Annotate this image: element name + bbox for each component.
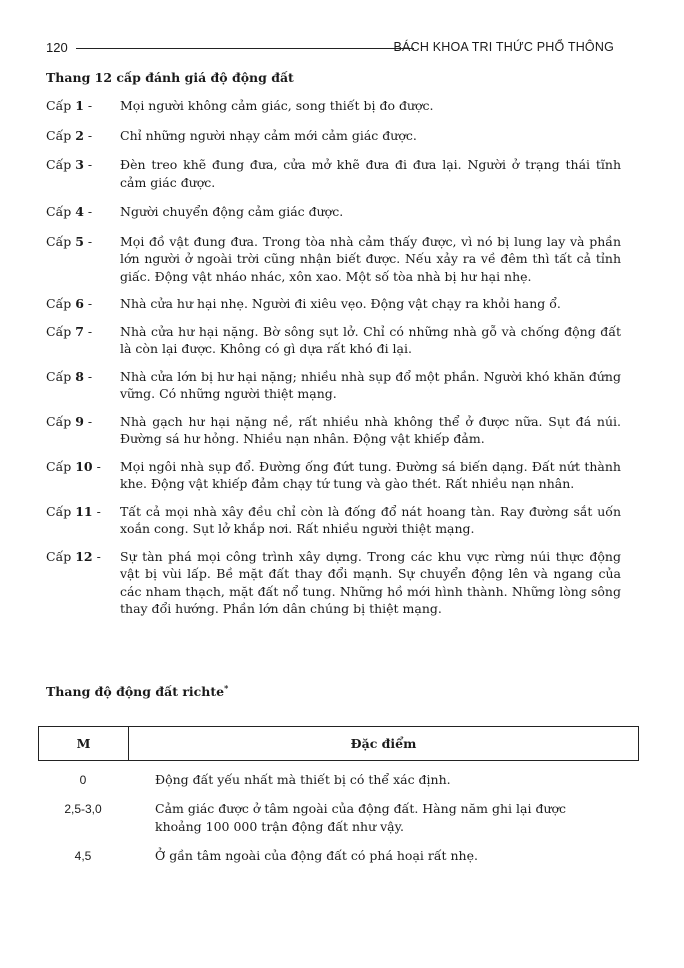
level-item [46, 458, 621, 493]
level-label: Cấp 7 - [46, 323, 93, 339]
section-title-richter-scale: Thang độ động đất richte* [46, 683, 229, 700]
characteristics-cell: Động đất yếu nhất mà thiết bị có thể xác định. [155, 772, 451, 787]
level-label: Cấp 5 - [46, 233, 93, 249]
level-item [46, 503, 621, 538]
richter-table [38, 726, 639, 865]
page-number: 120 [46, 40, 68, 55]
level-item [46, 97, 621, 115]
level-label: Cấp 8 - [46, 368, 93, 384]
footnote-mark: * [224, 683, 229, 693]
header-rule [76, 48, 414, 49]
level-description: Người chuyển động cảm giác được. [120, 204, 344, 219]
level-description: Mọi đồ vật đung đưa. Trong tòa nhà cảm thấy được, vì nó bị lung lay và phần lớn người ở ngoài trời cũng nhận biết được. Nếu xảy ra về đêm thì tất cả tỉnh giấc. Động vật nháo nhác, xôn xao. Một số tòa nhà bị hư hại nhẹ. [120, 233, 621, 284]
level-description: Mọi người không cảm giác, song thiết bị đo được. [120, 98, 434, 113]
level-description: Sự tàn phá mọi công trình xây dựng. Trong các khu vực rừng núi thực động vật bị vùi lấp. Bề mặt đất thay đổi mạnh. Sự chuyển động lên và ngang của các nham thạch, mặt đất nổ tung. Những hồ mới hình thành. Những lòng sông thay đổi hướng. Phần lớn dân chúng bị thiệt mạng. [120, 548, 621, 616]
level-label: Cấp 2 - [46, 127, 93, 143]
table-row [38, 800, 639, 836]
magnitude-cell: 2,5-3,0 [64, 802, 102, 816]
characteristics-cell: Ở gần tâm ngoài của động đất có phá hoại rất nhẹ. [155, 848, 478, 863]
level-label: Cấp 9 - [46, 413, 93, 429]
level-label: Cấp 6 - [46, 296, 93, 311]
level-description: Nhà gạch hư hại nặng nề, rất nhiều nhà không thể ở được nữa. Sụt đá núi. Đường sá hư hỏng. Nhiều nạn nhân. Động vật khiếp đảm. [120, 413, 621, 446]
level-description: Chỉ những người nhạy cảm mới cảm giác được. [120, 127, 417, 143]
header-characteristics: Đặc điểm [350, 736, 417, 751]
level-description: Mọi ngôi nhà sụp đổ. Đường ống đứt tung. Đường sá biến dạng. Đất nứt thành khe. Động vật khiếp đảm chạy tứ tung và gào thét. Rất nhiều nạn nhân. [120, 458, 621, 491]
level-list [46, 97, 621, 618]
magnitude-cell: 0 [79, 773, 87, 787]
level-description: Nhà cửa hư hại nhẹ. Người đi xiêu vẹo. Động vật chạy ra khỏi hang ổ. [120, 296, 561, 311]
level-item [46, 295, 621, 313]
level-label: Cấp 4 - [46, 204, 93, 219]
characteristics-cell: Cảm giác được ở tâm ngoài của động đất. Hàng năm ghi lại được khoảng 100 000 trận động đất như vậy. [155, 801, 567, 834]
level-label: Cấp 12 - [46, 548, 101, 564]
magnitude-cell: 4,5 [74, 849, 92, 863]
level-item [46, 203, 621, 221]
level-description: Tất cả mọi nhà xây đều chỉ còn là đống đổ nát hoang tàn. Ray đường sắt uốn xoắn cong. Sụt lở khắp nơi. Rất nhiều người thiệt mạng. [120, 503, 621, 536]
level-item [46, 323, 621, 358]
level-label: Cấp 10 - [46, 458, 101, 474]
level-label: Cấp 11 - [46, 503, 101, 519]
level-item [46, 413, 621, 448]
header-magnitude: M [39, 727, 129, 760]
level-item [46, 127, 621, 145]
level-item [46, 368, 621, 403]
page-header [46, 40, 614, 58]
table-header-row [38, 726, 639, 761]
running-title: BÁCH KHOA TRI THỨC PHỔ THÔNG [393, 40, 614, 54]
level-description: Nhà cửa hư hại nặng. Bờ sông sụt lở. Chỉ có những nhà gỗ và chống động đất là còn lại được. Không có gì dựa rất khó đi lại. [120, 323, 621, 356]
section-title-12-level-scale: Thang 12 cấp đánh giá độ động đất [46, 70, 294, 85]
level-item [46, 548, 621, 618]
table-row [38, 771, 639, 789]
level-label: Cấp 3 - [46, 157, 93, 172]
table-row [38, 847, 639, 865]
level-item [46, 156, 621, 191]
level-label: Cấp 1 - [46, 98, 93, 113]
level-item [46, 233, 621, 286]
level-description: Nhà cửa lớn bị hư hại nặng; nhiều nhà sụp đổ một phần. Người khó khăn đứng vững. Có những người thiệt mạng. [120, 368, 621, 401]
level-description: Đèn treo khẽ đung đưa, cửa mở khẽ đưa đi đưa lại. Người ở trạng thái tĩnh cảm giác được. [120, 157, 621, 190]
